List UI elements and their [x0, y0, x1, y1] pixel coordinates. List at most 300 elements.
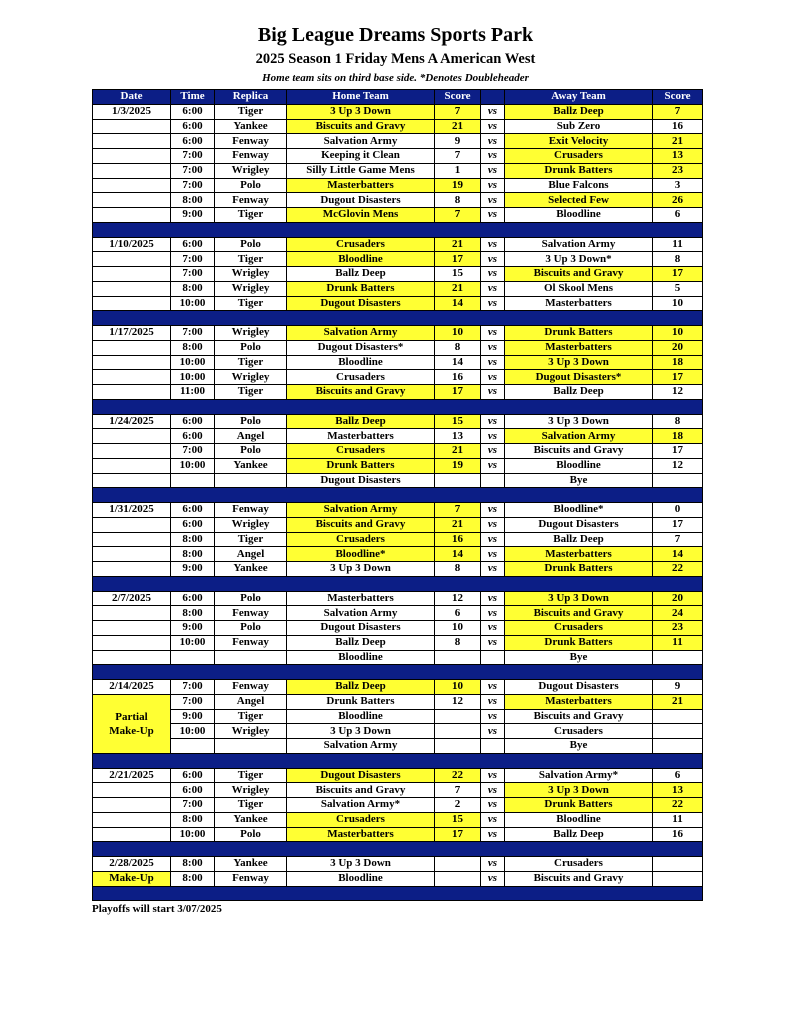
home-team: Bloodline — [287, 871, 435, 886]
vs-label: vs — [481, 340, 505, 355]
away-score: 5 — [653, 281, 703, 296]
week-separator-band — [93, 311, 703, 326]
home-score: 1 — [435, 163, 481, 178]
away-team: Salvation Army — [505, 237, 653, 252]
game-row — [93, 562, 703, 577]
home-score: 14 — [435, 355, 481, 370]
away-team: Ballz Deep — [505, 827, 653, 842]
game-time: 8:00 — [171, 281, 215, 296]
game-row — [93, 163, 703, 178]
away-score: 17 — [653, 444, 703, 459]
home-score: 21 — [435, 119, 481, 134]
away-score — [653, 857, 703, 872]
vs-label: vs — [481, 252, 505, 267]
home-score — [435, 739, 481, 754]
makeup-label-line: Partial — [115, 710, 148, 723]
away-score: 16 — [653, 827, 703, 842]
week-separator — [93, 222, 703, 237]
home-score: 19 — [435, 178, 481, 193]
away-score: 22 — [653, 798, 703, 813]
home-score: 21 — [435, 444, 481, 459]
game-time: 8:00 — [171, 606, 215, 621]
away-team: Bloodline* — [505, 503, 653, 518]
home-score — [435, 857, 481, 872]
game-date-empty — [93, 473, 171, 488]
game-time: 7:00 — [171, 252, 215, 267]
home-team: Masterbatters — [287, 591, 435, 606]
vs-label: vs — [481, 134, 505, 149]
game-replica-field: Tiger — [215, 252, 287, 267]
vs-label: vs — [481, 370, 505, 385]
game-row — [93, 267, 703, 282]
header-row — [93, 90, 703, 105]
home-score: 6 — [435, 606, 481, 621]
game-replica-field: Fenway — [215, 149, 287, 164]
game-date-empty — [93, 444, 171, 459]
game-date-empty — [93, 267, 171, 282]
col-header-time: Time — [171, 90, 215, 105]
game-replica-field: Angel — [215, 429, 287, 444]
away-score — [653, 473, 703, 488]
home-team: 3 Up 3 Down — [287, 104, 435, 119]
vs-label: vs — [481, 783, 505, 798]
home-team: Ballz Deep — [287, 267, 435, 282]
game-row — [93, 208, 703, 223]
game-date-empty — [93, 340, 171, 355]
home-team: Dugout Disasters — [287, 621, 435, 636]
makeup-label-line: Make-Up — [109, 724, 154, 737]
col-header-date: Date — [93, 90, 171, 105]
game-date: 1/31/2025 — [93, 503, 171, 518]
game-row — [93, 621, 703, 636]
away-team: Crusaders — [505, 621, 653, 636]
game-row — [93, 768, 703, 783]
game-row — [93, 326, 703, 341]
home-team: Biscuits and Gravy — [287, 517, 435, 532]
game-time: 8:00 — [171, 857, 215, 872]
week-separator-band — [93, 488, 703, 503]
week-separator-band — [93, 399, 703, 414]
away-team: 3 Up 3 Down — [505, 591, 653, 606]
game-date-empty — [93, 812, 171, 827]
home-score: 10 — [435, 326, 481, 341]
game-time: 7:00 — [171, 163, 215, 178]
away-score: 6 — [653, 208, 703, 223]
week-separator — [93, 665, 703, 680]
game-date: 1/3/2025 — [93, 104, 171, 119]
game-date-empty — [93, 532, 171, 547]
game-time: 8:00 — [171, 532, 215, 547]
home-team: Dugout Disasters* — [287, 340, 435, 355]
away-team: Bloodline — [505, 458, 653, 473]
vs-label: vs — [481, 237, 505, 252]
away-team: Drunk Batters — [505, 163, 653, 178]
away-team: Drunk Batters — [505, 798, 653, 813]
away-score: 17 — [653, 517, 703, 532]
game-replica-field: Polo — [215, 444, 287, 459]
schedule-body — [93, 104, 703, 901]
game-time: 8:00 — [171, 812, 215, 827]
away-team: Biscuits and Gravy — [505, 444, 653, 459]
week-separator-band — [93, 886, 703, 901]
away-team: Biscuits and Gravy — [505, 871, 653, 886]
game-date-empty — [93, 355, 171, 370]
game-date-empty — [93, 650, 171, 665]
home-team: Bloodline* — [287, 547, 435, 562]
home-team: Drunk Batters — [287, 694, 435, 709]
game-replica-field: Polo — [215, 340, 287, 355]
away-score: 12 — [653, 385, 703, 400]
game-replica-field: Yankee — [215, 119, 287, 134]
away-team: Crusaders — [505, 857, 653, 872]
away-score: 18 — [653, 355, 703, 370]
game-time: 6:00 — [171, 768, 215, 783]
vs-label: vs — [481, 119, 505, 134]
vs-label: vs — [481, 178, 505, 193]
game-date-empty — [93, 458, 171, 473]
week-separator — [93, 886, 703, 901]
away-team: Selected Few — [505, 193, 653, 208]
home-score — [435, 724, 481, 739]
away-score: 20 — [653, 591, 703, 606]
game-time — [171, 473, 215, 488]
game-date-empty — [93, 827, 171, 842]
home-score: 7 — [435, 104, 481, 119]
game-row — [93, 119, 703, 134]
home-team: Masterbatters — [287, 429, 435, 444]
game-time: 6:00 — [171, 783, 215, 798]
game-row — [93, 370, 703, 385]
game-time: 10:00 — [171, 458, 215, 473]
game-replica-field: Polo — [215, 621, 287, 636]
away-team: Masterbatters — [505, 296, 653, 311]
game-date-empty — [93, 517, 171, 532]
schedule-table — [92, 89, 703, 901]
game-row — [93, 458, 703, 473]
home-team: Ballz Deep — [287, 635, 435, 650]
game-replica-field: Yankee — [215, 812, 287, 827]
home-team: Dugout Disasters — [287, 296, 435, 311]
game-date-empty — [93, 635, 171, 650]
game-time: 8:00 — [171, 193, 215, 208]
away-team: Dugout Disasters — [505, 680, 653, 695]
vs-label: vs — [481, 444, 505, 459]
vs-label: vs — [481, 267, 505, 282]
away-score: 16 — [653, 119, 703, 134]
away-team: 3 Up 3 Down — [505, 414, 653, 429]
page-title: Big League Dreams Sports Park — [257, 24, 534, 46]
vs-label — [481, 650, 505, 665]
home-score: 17 — [435, 252, 481, 267]
week-separator — [93, 311, 703, 326]
playoffs-note: Playoffs will start 3/07/2025 — [92, 903, 222, 915]
away-score: 0 — [653, 503, 703, 518]
away-score: 10 — [653, 296, 703, 311]
col-header-home-team: Home Team — [287, 90, 435, 105]
game-time: 10:00 — [171, 635, 215, 650]
home-team: Drunk Batters — [287, 458, 435, 473]
game-date-empty — [93, 621, 171, 636]
game-date: 2/21/2025 — [93, 768, 171, 783]
home-score: 13 — [435, 429, 481, 444]
game-row — [93, 591, 703, 606]
vs-label: vs — [481, 547, 505, 562]
game-time: 7:00 — [171, 444, 215, 459]
away-score: 24 — [653, 606, 703, 621]
game-row — [93, 193, 703, 208]
game-time: 9:00 — [171, 562, 215, 577]
game-time: 8:00 — [171, 340, 215, 355]
game-replica-field: Tiger — [215, 532, 287, 547]
schedule-note: Home team sits on third base side. *Denotes Doubleheader — [262, 72, 529, 84]
game-replica-field: Wrigley — [215, 281, 287, 296]
away-score: 11 — [653, 812, 703, 827]
away-score: 13 — [653, 783, 703, 798]
away-team: Ol Skool Mens — [505, 281, 653, 296]
away-team: Salvation Army — [505, 429, 653, 444]
vs-label: vs — [481, 149, 505, 164]
game-replica-field: Wrigley — [215, 326, 287, 341]
vs-label — [481, 739, 505, 754]
game-replica-field: Fenway — [215, 635, 287, 650]
game-row — [93, 532, 703, 547]
game-replica-field — [215, 650, 287, 665]
away-score: 17 — [653, 370, 703, 385]
home-team: Crusaders — [287, 444, 435, 459]
game-time: 6:00 — [171, 503, 215, 518]
game-time: 10:00 — [171, 355, 215, 370]
game-date-empty — [93, 149, 171, 164]
vs-label: vs — [481, 193, 505, 208]
page-subtitle: 2025 Season 1 Friday Mens A American West — [255, 51, 536, 67]
game-date: 1/17/2025 — [93, 326, 171, 341]
game-replica-field: Tiger — [215, 208, 287, 223]
game-date-empty — [93, 296, 171, 311]
vs-label: vs — [481, 635, 505, 650]
game-replica-field: Fenway — [215, 193, 287, 208]
away-score — [653, 650, 703, 665]
game-date-empty — [93, 178, 171, 193]
game-replica-field: Tiger — [215, 709, 287, 724]
col-header-vs — [481, 90, 505, 105]
game-date-empty — [93, 134, 171, 149]
game-time: 7:00 — [171, 798, 215, 813]
home-team: Bloodline — [287, 252, 435, 267]
away-team: Drunk Batters — [505, 562, 653, 577]
home-team: Bloodline — [287, 650, 435, 665]
game-row — [93, 635, 703, 650]
home-score: 8 — [435, 635, 481, 650]
game-row — [93, 444, 703, 459]
home-team: 3 Up 3 Down — [287, 562, 435, 577]
game-time: 10:00 — [171, 370, 215, 385]
game-date-empty — [93, 281, 171, 296]
home-score: 15 — [435, 414, 481, 429]
home-team: Salvation Army — [287, 326, 435, 341]
week-separator-band — [93, 665, 703, 680]
home-score: 9 — [435, 134, 481, 149]
week-separator — [93, 576, 703, 591]
home-team: 3 Up 3 Down — [287, 857, 435, 872]
away-team: Bloodline — [505, 208, 653, 223]
game-row — [93, 812, 703, 827]
vs-label: vs — [481, 355, 505, 370]
away-team: Bye — [505, 473, 653, 488]
vs-label: vs — [481, 517, 505, 532]
home-score: 17 — [435, 827, 481, 842]
vs-label: vs — [481, 532, 505, 547]
vs-label: vs — [481, 857, 505, 872]
away-score: 9 — [653, 680, 703, 695]
home-score: 7 — [435, 503, 481, 518]
vs-label: vs — [481, 709, 505, 724]
game-date: 1/10/2025 — [93, 237, 171, 252]
home-score: 7 — [435, 783, 481, 798]
away-team: 3 Up 3 Down* — [505, 252, 653, 267]
game-row — [93, 340, 703, 355]
vs-label: vs — [481, 163, 505, 178]
home-team: Crusaders — [287, 532, 435, 547]
week-separator — [93, 399, 703, 414]
home-score: 21 — [435, 517, 481, 532]
away-team: Masterbatters — [505, 547, 653, 562]
col-header-replica: Replica — [215, 90, 287, 105]
game-time: 8:00 — [171, 871, 215, 886]
week-separator — [93, 753, 703, 768]
away-team: 3 Up 3 Down — [505, 783, 653, 798]
home-score — [435, 871, 481, 886]
game-time: 6:00 — [171, 237, 215, 252]
vs-label: vs — [481, 458, 505, 473]
game-time: 7:00 — [171, 178, 215, 193]
game-replica-field: Angel — [215, 547, 287, 562]
game-time: 6:00 — [171, 119, 215, 134]
home-score: 15 — [435, 267, 481, 282]
game-replica-field: Polo — [215, 414, 287, 429]
game-time: 7:00 — [171, 326, 215, 341]
vs-label: vs — [481, 429, 505, 444]
home-team: Crusaders — [287, 237, 435, 252]
home-team: Drunk Batters — [287, 281, 435, 296]
game-time: 6:00 — [171, 104, 215, 119]
game-replica-field: Wrigley — [215, 517, 287, 532]
game-replica-field: Polo — [215, 591, 287, 606]
game-replica-field: Wrigley — [215, 724, 287, 739]
col-header-away-score: Score — [653, 90, 703, 105]
game-time: 6:00 — [171, 517, 215, 532]
vs-label: vs — [481, 562, 505, 577]
away-team: Exit Velocity — [505, 134, 653, 149]
vs-label: vs — [481, 871, 505, 886]
away-score — [653, 739, 703, 754]
game-replica-field: Yankee — [215, 458, 287, 473]
game-date-empty — [93, 193, 171, 208]
game-time: 7:00 — [171, 680, 215, 695]
makeup-label — [93, 694, 171, 753]
away-score: 18 — [653, 429, 703, 444]
game-row — [93, 429, 703, 444]
vs-label: vs — [481, 414, 505, 429]
away-team: Drunk Batters — [505, 635, 653, 650]
home-team: Crusaders — [287, 370, 435, 385]
game-date: 2/7/2025 — [93, 591, 171, 606]
game-date-empty — [93, 385, 171, 400]
home-team: Biscuits and Gravy — [287, 783, 435, 798]
game-replica-field: Wrigley — [215, 163, 287, 178]
away-score: 7 — [653, 104, 703, 119]
game-time: 9:00 — [171, 208, 215, 223]
game-replica-field: Tiger — [215, 798, 287, 813]
home-team: Salvation Army — [287, 134, 435, 149]
game-date-empty — [93, 163, 171, 178]
game-time: 7:00 — [171, 267, 215, 282]
vs-label: vs — [481, 208, 505, 223]
away-score: 7 — [653, 532, 703, 547]
vs-label: vs — [481, 768, 505, 783]
game-replica-field: Polo — [215, 178, 287, 193]
vs-label: vs — [481, 385, 505, 400]
game-row — [93, 473, 703, 488]
home-score: 14 — [435, 296, 481, 311]
vs-label: vs — [481, 621, 505, 636]
home-score: 12 — [435, 591, 481, 606]
game-replica-field — [215, 739, 287, 754]
home-score: 22 — [435, 768, 481, 783]
game-replica-field: Fenway — [215, 503, 287, 518]
makeup-label: Make-Up — [93, 871, 171, 886]
away-team: Dugout Disasters — [505, 517, 653, 532]
away-team: Sub Zero — [505, 119, 653, 134]
game-row — [93, 694, 703, 709]
home-score: 10 — [435, 680, 481, 695]
home-team: 3 Up 3 Down — [287, 724, 435, 739]
game-date-empty — [93, 208, 171, 223]
home-team: Salvation Army — [287, 503, 435, 518]
game-time: 10:00 — [171, 724, 215, 739]
game-time: 10:00 — [171, 296, 215, 311]
away-team: Biscuits and Gravy — [505, 267, 653, 282]
vs-label: vs — [481, 281, 505, 296]
away-team: Crusaders — [505, 724, 653, 739]
away-score: 3 — [653, 178, 703, 193]
game-time: 7:00 — [171, 149, 215, 164]
vs-label: vs — [481, 606, 505, 621]
game-row — [93, 709, 703, 724]
away-score: 12 — [653, 458, 703, 473]
home-team: Masterbatters — [287, 178, 435, 193]
game-time: 7:00 — [171, 694, 215, 709]
game-time: 8:00 — [171, 547, 215, 562]
home-team: Salvation Army — [287, 739, 435, 754]
game-date-empty — [93, 252, 171, 267]
away-team: Biscuits and Gravy — [505, 606, 653, 621]
game-row — [93, 783, 703, 798]
away-score: 14 — [653, 547, 703, 562]
home-score — [435, 650, 481, 665]
game-replica-field: Fenway — [215, 871, 287, 886]
away-score — [653, 724, 703, 739]
game-row — [93, 857, 703, 872]
vs-label: vs — [481, 503, 505, 518]
game-replica-field: Fenway — [215, 606, 287, 621]
game-replica-field: Tiger — [215, 768, 287, 783]
vs-label: vs — [481, 827, 505, 842]
away-score: 17 — [653, 267, 703, 282]
game-time — [171, 650, 215, 665]
game-row — [93, 296, 703, 311]
game-replica-field: Wrigley — [215, 783, 287, 798]
away-score: 11 — [653, 635, 703, 650]
